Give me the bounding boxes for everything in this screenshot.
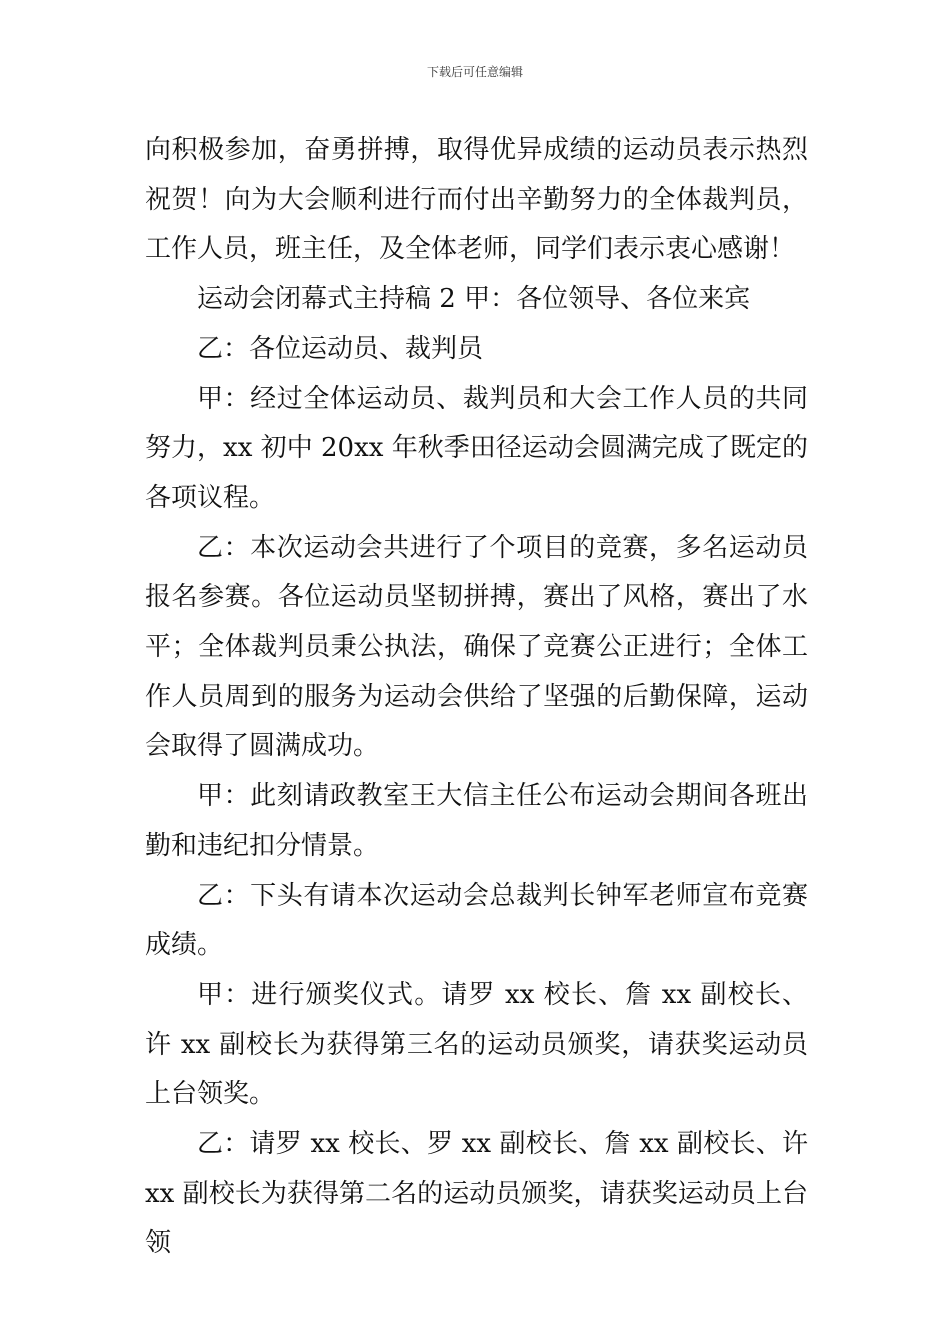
- paragraph: 乙：下头有请本次运动会总裁判长钟军老师宣布竞赛成绩。: [145, 880, 808, 961]
- paragraph: 甲：进行颁奖仪式。请罗 xx 校长、詹 xx 副校长、许 xx 副校长为获得第三名的运动员颁奖，请获奖运动员上台领奖。: [145, 979, 808, 1110]
- paragraph: 运动会闭幕式主持稿 2 甲：各位领导、各位来宾: [197, 284, 751, 315]
- paragraph: 乙：各位运动员、裁判员: [197, 333, 484, 364]
- paragraph: 向积极参加，奋勇拼搏，取得优异成绩的运动员表示热烈祝贺！向为大会顺利进行而付出辛勤努力的全体裁判员，工作人员，班主任，及全体老师，同学们表示衷心感谢！: [145, 135, 808, 265]
- paragraph: 乙：本次运动会共进行了个项目的竞赛，多名运动员报名参赛。各位运动员坚韧拼搏，赛出了风格，赛出了水平；全体裁判员秉公执法，确保了竞赛公正进行；全体工作人员周到的服务为运动会供给了坚强的后勤保障，运动会取得了圆满成功。: [145, 532, 808, 762]
- paragraph: 甲：此刻请政教室王大信主任公布运动会期间各班出勤和违纪扣分情景。: [145, 781, 808, 861]
- page-header: 下载后可任意编辑: [426, 65, 523, 79]
- paragraph: 甲：经过全体运动员、裁判员和大会工作人员的共同努力，xx 初中 20xx 年秋季田径运动会圆满完成了既定的各项议程。: [145, 383, 808, 513]
- paragraph: 乙：请罗 xx 校长、罗 xx 副校长、詹 xx 副校长、许 xx 副校长为获得第二名的运动员颁奖，请获奖运动员上台领: [145, 1129, 808, 1259]
- document-body: [145, 126, 808, 1269]
